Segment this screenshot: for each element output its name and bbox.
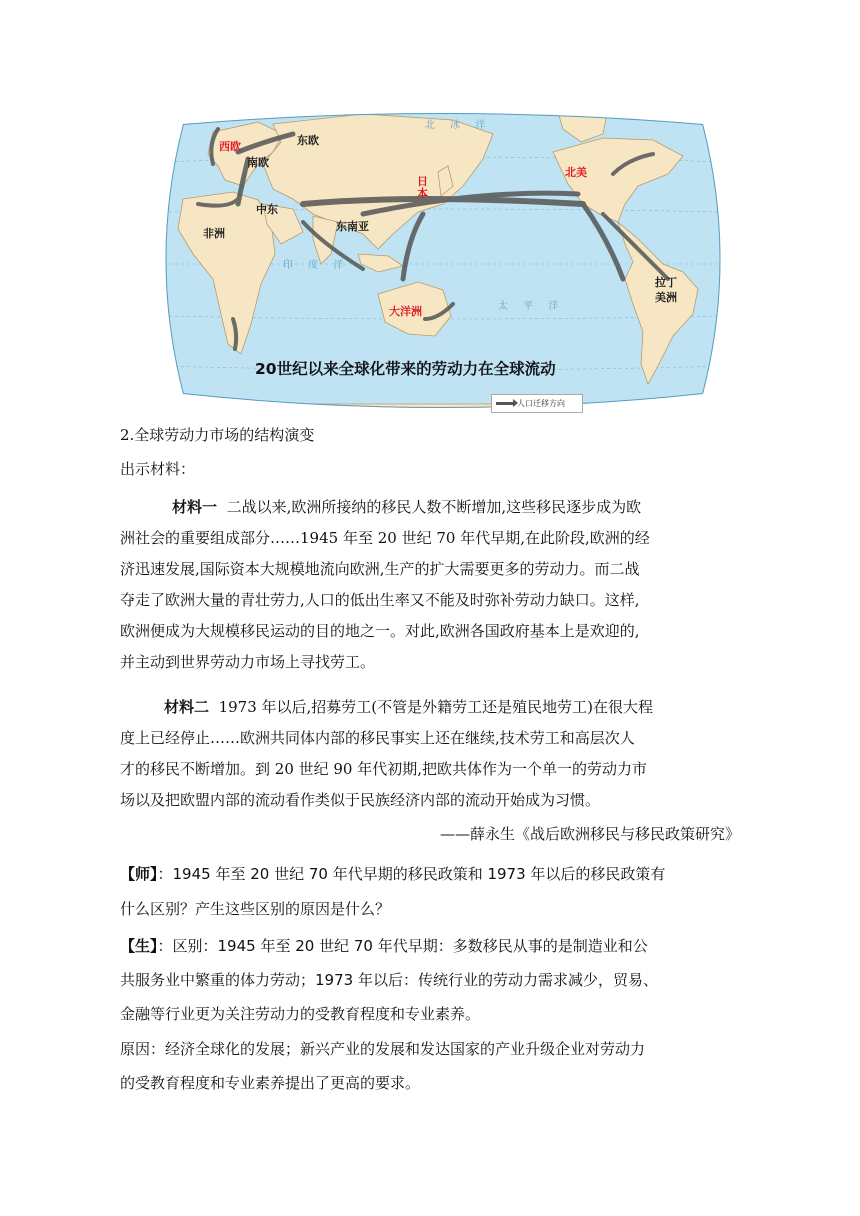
- legend-label: 人口迁移方向: [517, 399, 565, 408]
- label-east-europe: 东欧: [297, 134, 319, 147]
- student-line: 共服务业中繁重的体力劳动；1973 年以后：传统行业的劳动力需求减少，贸易、: [120, 971, 658, 989]
- section-heading: 2.全球劳动力市场的结构演变: [120, 426, 315, 444]
- map-caption: 20世纪以来全球化带来的劳动力在全球流动: [255, 360, 556, 378]
- material-one-line: 济迅速发展,国际资本大规模地流向欧洲,生产的扩大需要更多的劳动力。而二战: [120, 560, 640, 578]
- material-two-line: 度上已经停止……欧洲共同体内部的移民事实上还在继续,技术劳工和高层次人: [120, 729, 635, 747]
- material-source: ——薛永生《战后欧洲移民与移民政策研究》: [439, 825, 740, 843]
- label-africa: 非洲: [203, 227, 225, 240]
- label-oceania: 大洋洲: [389, 305, 422, 318]
- migration-map: [163, 104, 723, 414]
- material-two-line: 才的移民不断增加。到 20 世纪 90 年代初期,把欧共体作为一个单一的劳动力市: [120, 760, 648, 778]
- intro-text: 出示材料：: [120, 460, 196, 478]
- material-two: [120, 692, 740, 816]
- reason-line: 的受教育程度和专业素养提出了更高的要求。: [120, 1074, 421, 1092]
- material-one-line: 材料一 二战以来,欧洲所接纳的移民人数不断增加,这些移民逐步成为欧: [172, 498, 642, 516]
- material-one: [120, 492, 740, 678]
- material-two-line: 材料二 1973 年以后,招募劳工(不管是外籍劳工还是殖民地劳工)在很大程: [164, 698, 653, 716]
- material-one-line: 欧洲便成为大规模移民运动的目的地之一。对此,欧洲各国政府基本上是欢迎的,: [120, 622, 640, 640]
- teacher-line: 什么区别？产生这些区别的原因是什么？: [120, 900, 391, 918]
- label-southeast-asia: 东南亚: [336, 220, 369, 233]
- student-line: 金融等行业更为关注劳动力的受教育程度和专业素养。: [120, 1005, 481, 1023]
- label-indian-ocean: 印 度 洋: [283, 260, 350, 271]
- label-north-america: 北美: [565, 166, 587, 179]
- label-arctic-ocean: 北 冰 洋: [425, 120, 492, 131]
- teacher-tag: 【师】: [120, 865, 158, 883]
- antarctica-land: [163, 404, 723, 414]
- label-south-europe: 南欧: [247, 156, 269, 169]
- student-line: 【生】：区别：1945 年至 20 世纪 70 年代早期：多数移民从事的是制造业和公: [120, 937, 648, 955]
- label-japan: 日本: [417, 175, 428, 200]
- label-pacific-ocean: 太 平 洋: [498, 301, 565, 312]
- student-tag: 【生】: [120, 937, 158, 955]
- label-west-europe: 西欧: [219, 140, 241, 153]
- material-one-label: 材料一: [172, 498, 218, 516]
- material-two-label: 材料二: [164, 698, 210, 716]
- material-one-line: 洲社会的重要组成部分……1945 年至 20 世纪 70 年代早期,在此阶段,欧洲的经: [120, 529, 650, 547]
- material-one-line: 并主动到世界劳动力市场上寻找劳工。: [120, 653, 376, 671]
- material-two-line: 场以及把欧盟内部的流动看作类似于民族经济内部的流动开始成为习惯。: [120, 791, 601, 809]
- label-latin-america-line1: 拉丁: [655, 276, 677, 289]
- teacher-line: 【师】：1945 年至 20 世纪 70 年代早期的移民政策和 1973 年以后的移民政策有: [120, 865, 666, 883]
- arrow-legend-icon: [496, 402, 514, 405]
- map-legend: [491, 394, 583, 413]
- reason-line: 原因：经济全球化的发展；新兴产业的发展和发达国家的产业升级企业对劳动力: [120, 1040, 646, 1058]
- label-middle-east: 中东: [256, 203, 278, 216]
- material-one-line: 夺走了欧洲大量的青壮劳力,人口的低出生率又不能及时弥补劳动力缺口。这样,: [120, 591, 640, 609]
- label-latin-america-line2: 美洲: [655, 291, 677, 304]
